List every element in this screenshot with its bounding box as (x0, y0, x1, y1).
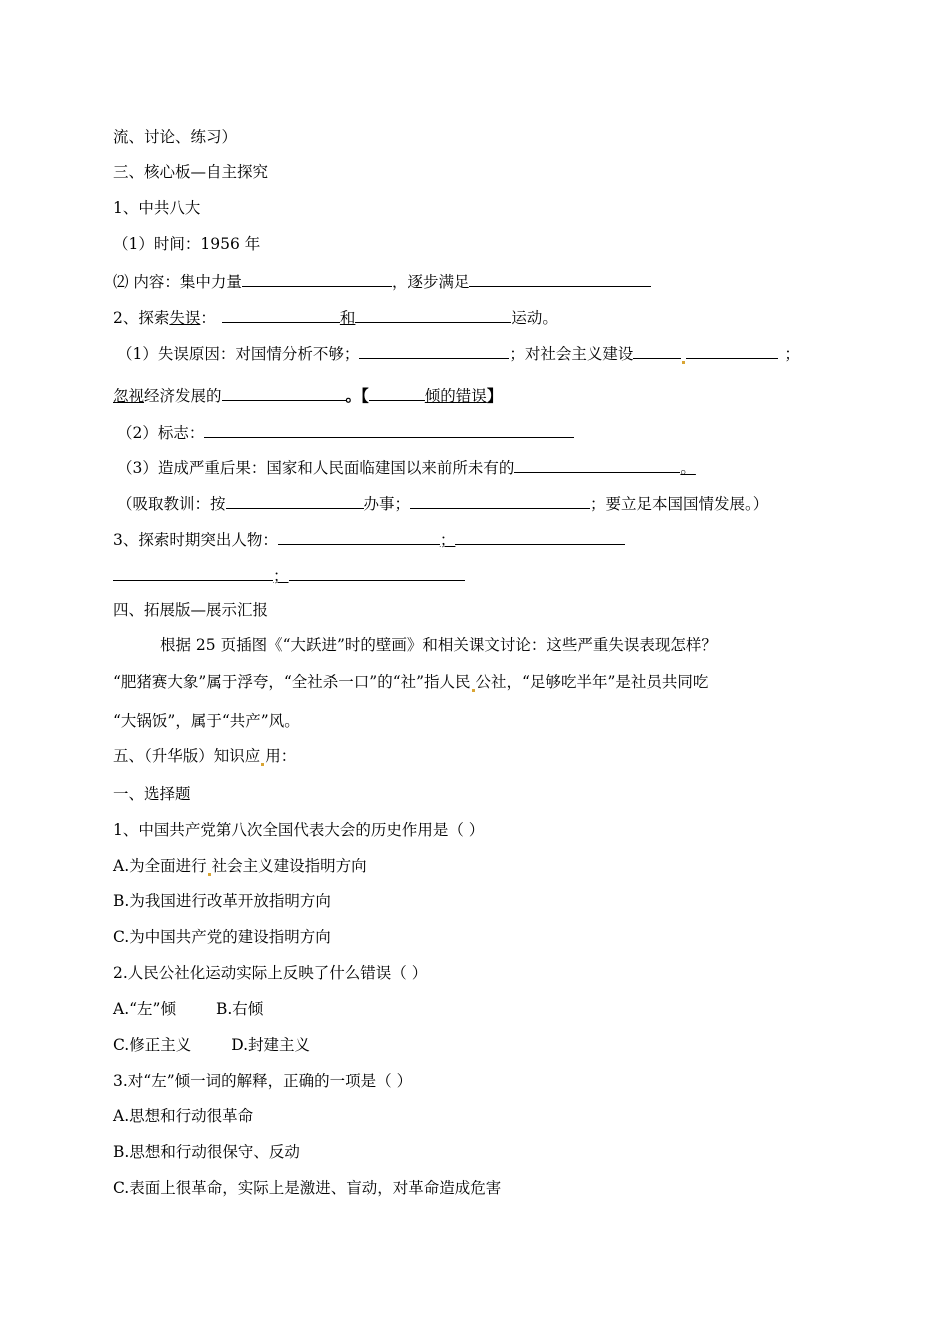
section-heading: 四、拓展版—展示汇报 (113, 601, 269, 619)
text: ，逐步满足 (391, 273, 470, 291)
fill-blank[interactable] (222, 306, 340, 323)
text: 】 (486, 386, 503, 405)
text: 经济发展的 (144, 387, 222, 405)
text-line: （1）时间：1956 年 (113, 235, 261, 253)
text: 用： (265, 747, 297, 765)
option: D.封建主义 (231, 1036, 311, 1054)
mark-dot (261, 763, 264, 766)
text: 3、探索时期突出人物： (113, 531, 278, 549)
mark-dot (208, 873, 211, 876)
fill-blank[interactable] (514, 456, 680, 473)
text: ； (784, 345, 800, 363)
text: （2）标志： (117, 424, 205, 442)
option: C.修正主义 (113, 1036, 192, 1054)
text-line (117, 342, 800, 364)
option-row (113, 999, 263, 1019)
question: 1、中国共产党第八次全国代表大会的历史作用是（ ） (113, 821, 485, 839)
text: 失误 (169, 309, 201, 327)
fill-blank[interactable] (410, 492, 590, 509)
text-line (117, 421, 574, 443)
text: 五、（升华版）知识应 (113, 747, 261, 765)
text-line (117, 492, 768, 514)
text: A.为全面进行 (113, 857, 207, 875)
text: 运动。 (511, 309, 558, 327)
fill-blank[interactable] (355, 306, 511, 323)
option: A.“左”倾 (113, 1000, 176, 1018)
option: B.为我国进行改革开放指明方向 (113, 892, 331, 910)
section-heading: 三、核心板—自主探究 (113, 163, 269, 181)
text: 社会主义建设指明方向 (211, 857, 367, 875)
text-line (113, 528, 625, 550)
text: 。【 (345, 386, 369, 405)
text: ： (200, 309, 216, 327)
text-line (113, 672, 708, 692)
fill-blank[interactable] (278, 528, 440, 545)
option: A.思想和行动很革命 (113, 1107, 254, 1125)
fill-blank[interactable] (469, 270, 651, 287)
fill-blank[interactable] (289, 564, 465, 581)
option-row (113, 1035, 310, 1055)
option: C.为中国共产党的建设指明方向 (113, 928, 331, 946)
option: B.右倾 (215, 1000, 264, 1018)
fill-blank[interactable] (359, 342, 509, 359)
text: 倾的错误 (424, 387, 487, 405)
text: ；要立足本国国情发展。） (590, 495, 769, 513)
fill-blank[interactable] (204, 421, 574, 438)
fill-blank[interactable] (113, 564, 273, 581)
fill-blank[interactable] (226, 492, 364, 509)
text: 。 (680, 459, 696, 477)
text: 和 (339, 309, 356, 327)
mark-dot (682, 361, 685, 364)
text-line (113, 306, 558, 328)
text-line (113, 384, 502, 406)
text: （1）失误原因：对国情分析不够； (117, 345, 360, 363)
fill-blank[interactable] (455, 528, 625, 545)
text-line (113, 564, 465, 586)
text-line: 根据 25 页插图《“大跃进”时的壁画》和相关课文讨论：这些严重失误表现怎样？ (160, 636, 717, 654)
option: C.表面上很革命，实际上是激进、盲动，对革命造成危害 (113, 1179, 502, 1197)
fill-blank[interactable] (242, 270, 392, 287)
question: 3.对“左”倾一词的解释，正确的一项是（ ） (113, 1072, 413, 1090)
option (113, 856, 367, 876)
text: （吸取教训：按 (117, 495, 226, 513)
text: 公社，“足够吃半年”是社员共同吃 (475, 673, 709, 691)
text: 2、探索 (113, 309, 170, 327)
text: ⑵ 内容：集中力量 (113, 273, 242, 291)
text-line (113, 270, 651, 292)
fill-blank[interactable] (633, 342, 681, 359)
mark-dot (472, 689, 475, 692)
text: 办事； (363, 495, 411, 513)
subheading: 一、选择题 (113, 785, 191, 803)
section-heading (113, 746, 296, 766)
text: ； (273, 567, 289, 585)
fill-blank[interactable] (686, 342, 778, 359)
text-line: 流、讨论、练习） (113, 128, 238, 146)
fill-blank[interactable] (369, 384, 425, 401)
text-line (117, 456, 696, 478)
text: （3）造成严重后果：国家和人民面临建国以来前所未有的 (117, 459, 515, 477)
question: 2.人民公社化运动实际上反映了什么错误（ ） (113, 964, 428, 982)
text: 忽视 (113, 387, 145, 405)
text: ； (439, 531, 456, 549)
text-line: “大锅饭”，属于“共产”风。 (113, 712, 300, 730)
text: ；对社会主义建设 (509, 345, 634, 363)
option: B.思想和行动很保守、反动 (113, 1143, 300, 1161)
subheading: 1、中共八大 (113, 199, 201, 217)
text: “肥猪赛大象”属于浮夸，“全社杀一口”的“社”指人民 (113, 673, 471, 691)
fill-blank[interactable] (222, 384, 346, 401)
